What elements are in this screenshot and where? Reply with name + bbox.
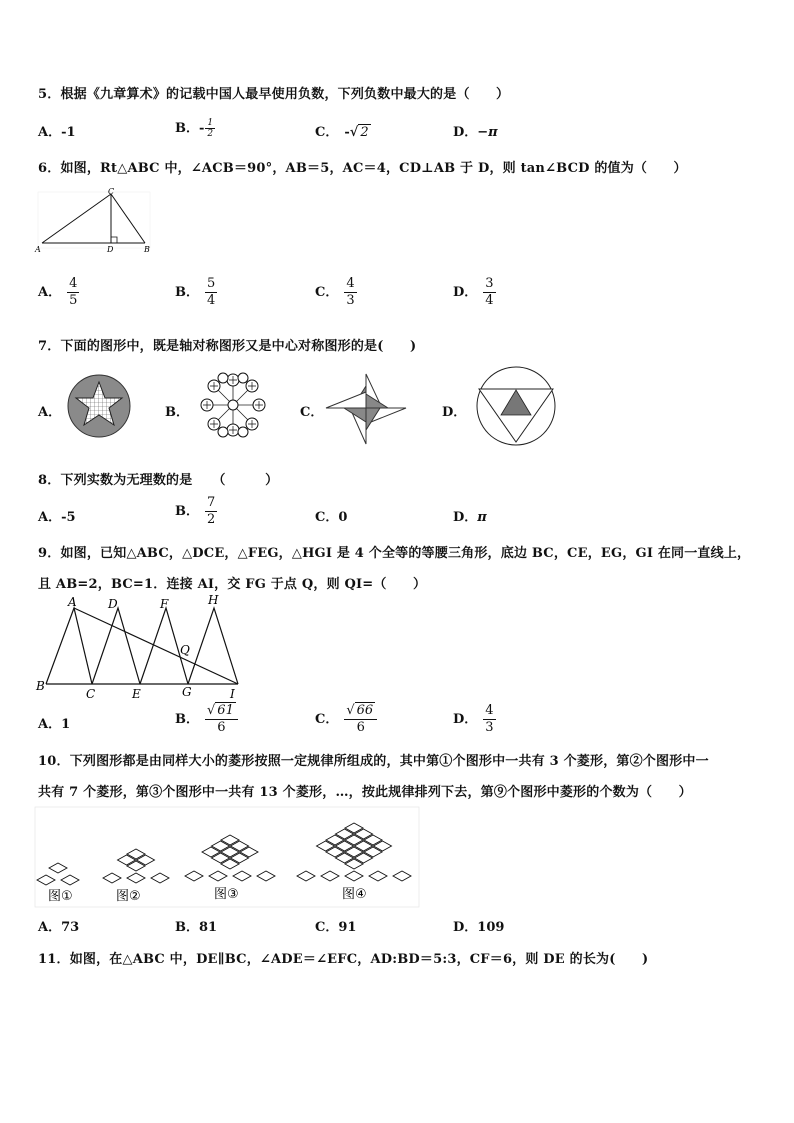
point-label-a: A xyxy=(35,245,41,254)
denominator: 6 xyxy=(356,720,365,735)
question-11-stem: 11．如图，在△ABC 中，DE∥BC，∠ADE＝∠EFC，AD:BD＝5:3，CF＝6，则 DE 的长为( ) xyxy=(38,952,649,967)
q7-option-d-label: D． xyxy=(442,405,467,420)
option-value: −π xyxy=(477,125,498,140)
segment-ai xyxy=(74,608,238,684)
rhombus xyxy=(37,875,55,885)
q5-option-b xyxy=(175,117,215,139)
pinwheel-blades xyxy=(326,374,406,444)
option-value: 73 xyxy=(61,920,80,935)
q7-triangle-in-circle-figure xyxy=(470,362,560,450)
question-9-stem-line1: 9．如图，已知△ABC，△DCE，△FEG，△HGI 是 4 个全等的等腰三角形，底边 BC，CE，EG，GI 在同一直线上， xyxy=(38,546,751,561)
q10-option-a xyxy=(38,916,79,935)
q7-pinwheel-figure xyxy=(318,368,414,450)
option-value: 91 xyxy=(338,920,357,935)
q7-option-c-label: C． xyxy=(300,405,324,420)
option-label: A． xyxy=(38,510,62,525)
option-label: C． xyxy=(315,285,339,300)
option-label: C． xyxy=(315,920,339,935)
q6-option-d xyxy=(453,276,496,309)
rhombus xyxy=(49,863,67,873)
radicand: 61 xyxy=(217,703,234,718)
option-label: B． xyxy=(175,121,199,136)
numerator xyxy=(344,703,377,720)
option-label: D． xyxy=(453,125,478,140)
option-label: D． xyxy=(453,285,478,300)
point-label-g: G xyxy=(182,685,192,699)
rhombus xyxy=(209,871,227,881)
denominator: 2 xyxy=(207,129,214,139)
option-value: 81 xyxy=(199,920,218,935)
question-8-stem: 8．下列实数为无理数的是 （ ） xyxy=(38,473,279,488)
fraction xyxy=(205,703,238,736)
radical-sign: √ xyxy=(207,703,216,718)
radical-sign: √ xyxy=(346,703,355,718)
fraction xyxy=(205,276,217,309)
numerator: 4 xyxy=(485,703,494,718)
flower-center xyxy=(228,400,238,410)
q8-option-c xyxy=(315,506,347,525)
q6-option-a xyxy=(38,276,79,309)
question-10-stem-line1: 10．下列图形都是由同样大小的菱形按照一定规律所组成的，其中第①个图形中一共有 3 个菱形，第②个图形中一 xyxy=(38,754,709,769)
right-angle-mark xyxy=(111,237,117,243)
denominator: 3 xyxy=(485,720,494,735)
rhombus xyxy=(185,871,203,881)
point-label-c: C xyxy=(86,687,96,701)
q9-triangles-figure xyxy=(34,594,244,702)
option-label: D． xyxy=(453,510,478,525)
numerator: 7 xyxy=(207,495,216,510)
rhombus xyxy=(297,871,315,881)
option-label: A． xyxy=(38,125,62,140)
point-label-c: C xyxy=(108,187,115,196)
denominator: 4 xyxy=(485,293,494,308)
option-label: B． xyxy=(175,504,199,519)
rhombus xyxy=(321,871,339,881)
q7-flower-figure xyxy=(196,372,270,438)
denominator: 2 xyxy=(207,512,216,527)
numerator: 1 xyxy=(207,118,214,128)
numerator: 5 xyxy=(207,276,216,291)
denominator: 5 xyxy=(69,293,78,308)
figure-frame xyxy=(38,192,150,248)
q9-option-c xyxy=(315,703,377,736)
question-7-stem: 7．下面的图形中，既是轴对称图形又是中心对称图形的是( ) xyxy=(38,339,417,354)
question-5-stem: 5．根据《九章算术》的记载中国人最早使用负数，下列负数中最大的是（ ） xyxy=(38,87,510,102)
q6-option-b xyxy=(175,276,217,309)
point-label-h: H xyxy=(208,594,219,607)
fraction xyxy=(205,118,215,139)
rhombus xyxy=(151,873,169,883)
q8-option-a xyxy=(38,506,76,525)
figure-label-3: 图③ xyxy=(214,887,239,902)
rhombus xyxy=(257,871,275,881)
numerator: 3 xyxy=(485,276,494,291)
radicand: 66 xyxy=(356,703,374,718)
option-label: B． xyxy=(175,285,199,300)
option-value: -5 xyxy=(61,510,76,525)
segment-bc xyxy=(111,194,145,243)
q10-rhombus-pattern-figure xyxy=(34,806,420,908)
rhombus xyxy=(345,871,363,881)
figure-label-4: 图④ xyxy=(342,887,367,902)
point-label-i: I xyxy=(230,687,235,701)
q5-option-a xyxy=(38,121,76,140)
q6-triangle-figure xyxy=(34,186,154,254)
option-label: D． xyxy=(453,920,478,935)
option-value: π xyxy=(477,510,487,525)
numerator: 4 xyxy=(69,276,78,291)
rhombus xyxy=(103,873,121,883)
point-label-d: D xyxy=(108,597,118,611)
option-label: C． xyxy=(315,125,339,140)
fraction xyxy=(344,276,356,309)
denominator: 4 xyxy=(207,293,216,308)
option-label: B． xyxy=(175,920,199,935)
rhombus-group xyxy=(37,823,411,885)
option-label: A． xyxy=(38,717,62,732)
option-label: A． xyxy=(38,920,62,935)
option-label: D． xyxy=(453,712,478,727)
rhombus xyxy=(233,871,251,881)
option-label: C． xyxy=(315,510,339,525)
option-sign: - xyxy=(199,121,205,136)
denominator: 3 xyxy=(346,293,355,308)
option-value: 1 xyxy=(61,717,71,732)
point-label-e: E xyxy=(132,687,141,701)
numerator xyxy=(205,703,238,720)
q10-option-d xyxy=(453,916,504,935)
radicand: 2 xyxy=(360,125,369,140)
q10-option-b xyxy=(175,916,217,935)
rhombus xyxy=(61,875,79,885)
segment-ac xyxy=(42,194,111,243)
point-label-f: F xyxy=(160,597,169,611)
point-label-b: B xyxy=(36,679,45,693)
rhombus xyxy=(127,873,145,883)
figure-label-1: 图① xyxy=(48,889,73,904)
point-label-d: D xyxy=(107,245,114,254)
option-sign: - xyxy=(344,125,350,140)
option-value: 109 xyxy=(477,920,505,935)
q7-star-in-circle-figure xyxy=(62,370,142,440)
question-10-stem-line2: 共有 7 个菱形，第③个图形中一共有 13 个菱形，…，按此规律排列下去，第⑨个图形中菱形的个数为（ ） xyxy=(38,785,692,800)
fraction xyxy=(67,276,79,309)
q9-option-d xyxy=(453,703,496,736)
option-label: B． xyxy=(175,712,199,727)
fraction xyxy=(344,703,377,736)
rhombus xyxy=(369,871,387,881)
q9-option-a xyxy=(38,713,70,732)
question-6-stem: 6．如图，Rt△ABC 中，∠ACB＝90°，AB＝5，AC＝4，CD⊥AB 于 D，则 tan∠BCD 的值为（ ） xyxy=(38,161,687,176)
radical-sign: √ xyxy=(349,125,359,140)
q8-option-d xyxy=(453,506,487,525)
fraction xyxy=(483,276,495,309)
option-value: -1 xyxy=(61,125,76,140)
fraction xyxy=(483,703,495,736)
point-label-q: Q xyxy=(180,643,190,657)
option-value: 0 xyxy=(338,510,348,525)
q10-option-c xyxy=(315,916,356,935)
option-label: A． xyxy=(38,285,62,300)
point-label-b: B xyxy=(144,245,150,254)
question-9-stem-line2: 且 AB=2，BC=1．连接 AI，交 FG 于点 Q，则 QI=（ ） xyxy=(38,577,427,592)
rhombus xyxy=(393,871,411,881)
q8-option-b xyxy=(175,495,217,528)
q6-option-c xyxy=(315,276,357,309)
figure-label-2: 图② xyxy=(116,889,141,904)
q7-option-b-label: B． xyxy=(165,405,189,420)
numerator: 4 xyxy=(346,276,355,291)
q5-option-c xyxy=(315,121,371,140)
denominator: 6 xyxy=(217,720,226,735)
fraction xyxy=(205,495,217,528)
point-label-a: A xyxy=(68,595,77,609)
q5-option-d xyxy=(453,121,498,140)
q9-option-b xyxy=(175,703,238,736)
triangle-abc xyxy=(46,608,92,684)
q7-option-a-label: A． xyxy=(38,405,62,420)
option-label: C． xyxy=(315,712,339,727)
